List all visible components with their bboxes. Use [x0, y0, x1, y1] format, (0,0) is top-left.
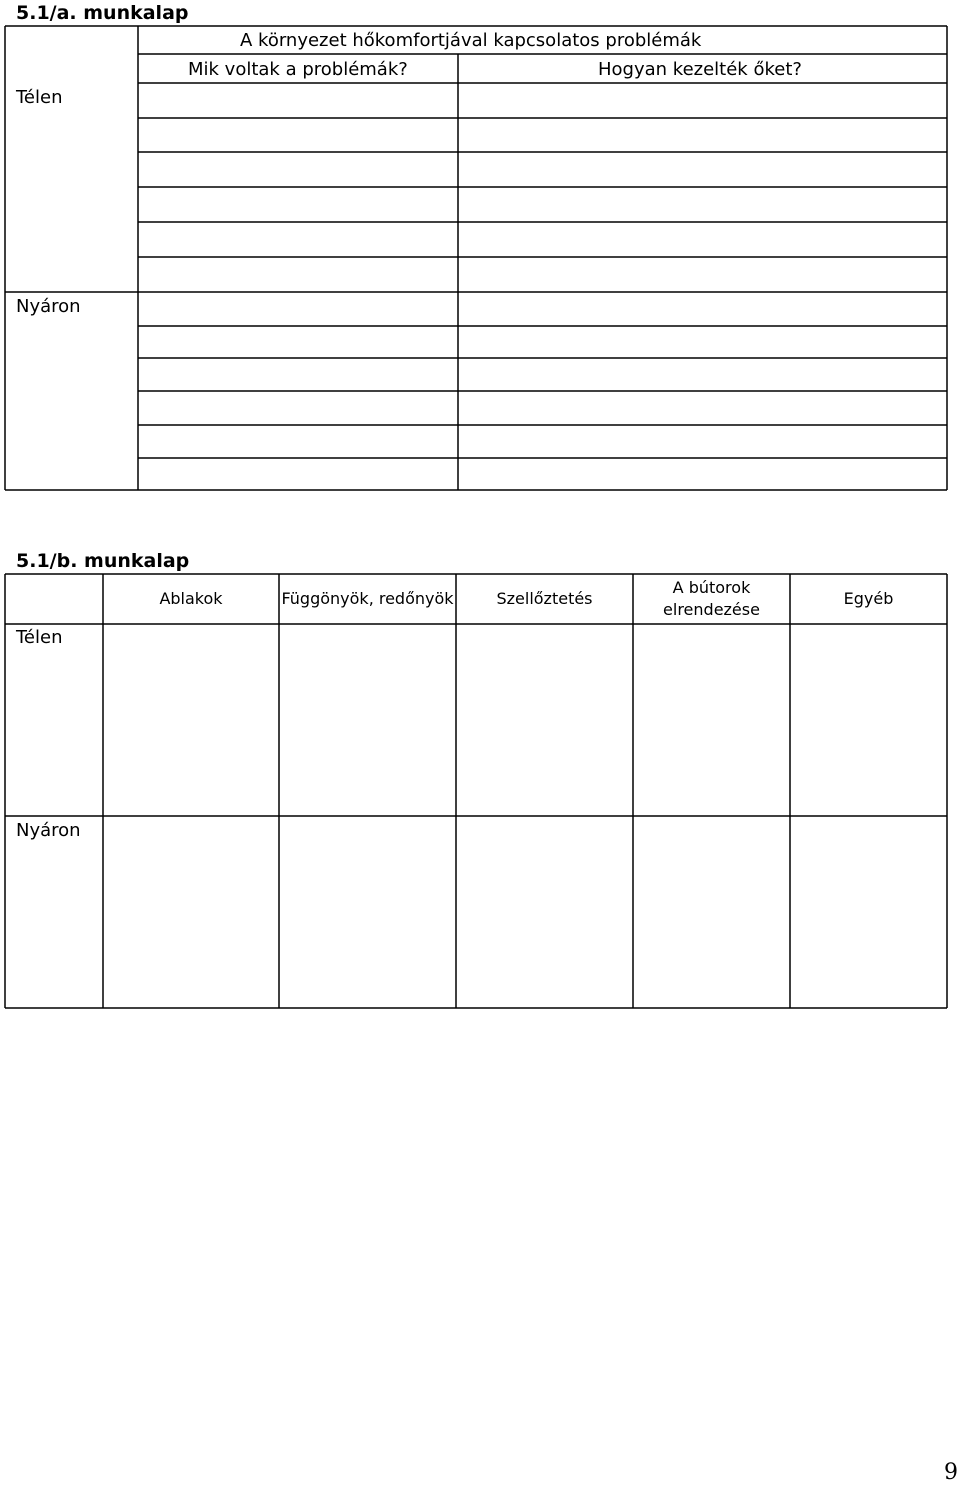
col-header-handling: Hogyan kezelték őket?: [598, 59, 802, 80]
col-header-furniture: A bútorok elrendezése: [663, 578, 760, 619]
col-header-problems: Mik voltak a problémák?: [188, 59, 408, 80]
worksheet-a-title: 5.1/a. munkalap: [16, 2, 189, 24]
worksheet-b-title: 5.1/b. munkalap: [16, 550, 190, 572]
table-a-title: A környezet hőkomfortjával kapcsolatos problémák: [240, 30, 702, 51]
page-number: 9: [944, 1460, 958, 1485]
row-label-summer: Nyáron: [16, 820, 81, 841]
col-header-curtains: Függönyök, redőnyök: [281, 589, 454, 609]
row-label-summer: Nyáron: [16, 296, 81, 317]
row-label-winter: Télen: [16, 87, 63, 108]
col-header-windows: Ablakok: [159, 589, 223, 609]
row-label-winter: Télen: [16, 627, 63, 648]
col-header-other: Egyéb: [843, 589, 894, 609]
col-header-ventilation: Szellőztetés: [496, 589, 593, 609]
